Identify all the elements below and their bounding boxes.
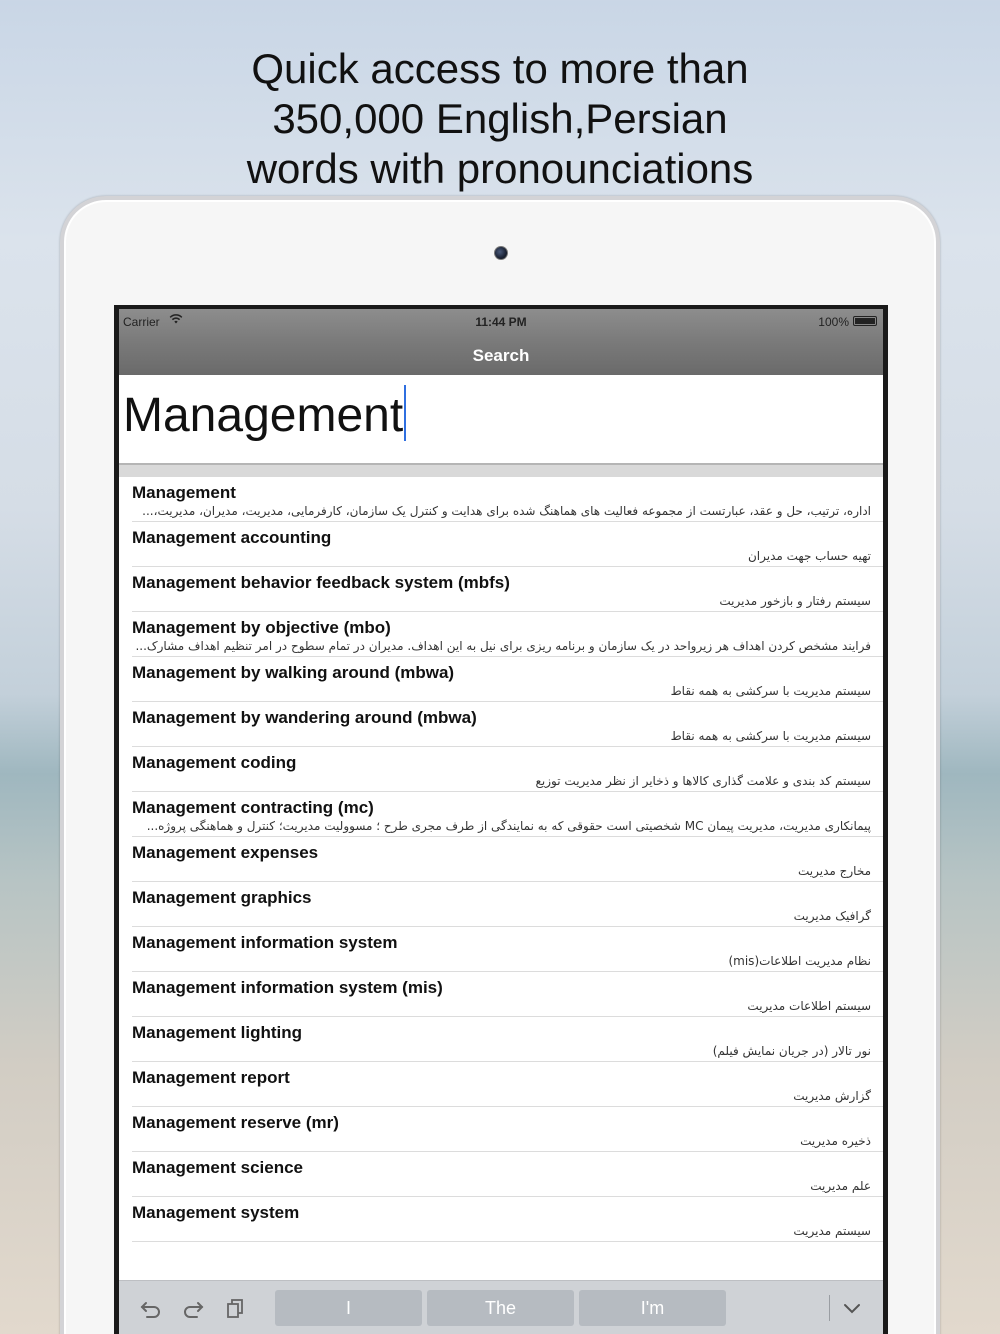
result-english-term: Management by wandering around (mbwa)	[132, 708, 477, 727]
result-english-term: Management information system	[132, 933, 398, 952]
result-english-term: Management information system (mis)	[132, 978, 443, 997]
list-item[interactable]	[132, 792, 883, 837]
result-list	[119, 477, 883, 1242]
paste-icon[interactable]	[223, 1297, 247, 1319]
result-persian-definition: سیستم مدیریت	[793, 1224, 871, 1238]
list-item[interactable]	[132, 747, 883, 792]
result-persian-definition: نور تالار (در جریان نمایش فیلم)	[712, 1044, 871, 1058]
list-item[interactable]	[132, 477, 883, 522]
list-item[interactable]	[132, 972, 883, 1017]
result-english-term: Management accounting	[132, 528, 332, 547]
text-cursor	[404, 385, 406, 441]
search-input[interactable]	[119, 375, 883, 465]
status-bar	[119, 309, 883, 331]
result-persian-definition: اداره، ترتیب، حل و عقد، عبارتست از مجموعه فعالیت های هماهنگ شده برای هدایت و کنترل یک سازمان، کارفرمایی، مدیریت، مدیران، مدیریت،...	[142, 504, 871, 518]
toolbar-divider	[829, 1295, 830, 1321]
result-english-term: Management behavior feedback system (mbfs)	[132, 573, 510, 592]
result-persian-definition: علم مدیریت	[810, 1179, 871, 1193]
result-persian-definition: سیستم رفتار و بازخور مدیریت	[719, 594, 871, 608]
battery-icon	[853, 316, 877, 326]
result-english-term: Management coding	[132, 753, 297, 772]
result-persian-definition: ذخیره مدیریت	[800, 1134, 871, 1148]
list-item[interactable]	[132, 522, 883, 567]
device-screen	[114, 305, 888, 1334]
result-english-term: Management system	[132, 1203, 300, 1222]
undo-icon[interactable]	[139, 1297, 163, 1319]
list-item[interactable]	[132, 612, 883, 657]
list-item[interactable]	[132, 1107, 883, 1152]
result-persian-definition: گرافیک مدیریت	[793, 909, 871, 923]
headline-line-3: words with pronounciations	[246, 145, 754, 192]
list-item[interactable]	[132, 1017, 883, 1062]
navigation-bar	[119, 309, 883, 375]
suggestion-2[interactable]: The	[427, 1290, 574, 1326]
carrier-label: Carrier	[123, 315, 160, 329]
list-item[interactable]	[132, 927, 883, 972]
app-screen	[119, 309, 883, 1334]
list-item[interactable]	[132, 1197, 883, 1242]
list-item[interactable]	[132, 1062, 883, 1107]
headline	[0, 44, 1000, 194]
battery-percentage: 100%	[818, 315, 849, 329]
result-english-term: Management by walking around (mbwa)	[132, 663, 455, 682]
list-item[interactable]	[132, 837, 883, 882]
result-persian-definition: گزارش مدیریت	[793, 1089, 871, 1103]
result-persian-definition: فرایند مشخص کردن اهداف هر زیرواحد در یک سازمان و برنامه ریزی برای نیل به این اهداف. مدیران در تمام سطوح در امر تنظیم اهداف مشارک...	[135, 639, 871, 653]
list-item[interactable]	[132, 657, 883, 702]
headline-line-1: Quick access to more than	[251, 45, 749, 92]
result-persian-definition: سیستم مدیریت با سرکشی به همه نقاط	[670, 684, 871, 698]
suggestion-1[interactable]: I	[275, 1290, 422, 1326]
list-item[interactable]	[132, 1152, 883, 1197]
chevron-down-icon[interactable]	[840, 1297, 864, 1319]
list-item[interactable]	[132, 567, 883, 612]
result-english-term: Management graphics	[132, 888, 312, 907]
search-input-value: Management	[123, 389, 404, 442]
result-english-term: Management contracting (mc)	[132, 798, 374, 817]
headline-line-2: 350,000 English,Persian	[272, 95, 728, 142]
result-english-term: Management science	[132, 1158, 304, 1177]
redo-icon[interactable]	[181, 1297, 205, 1319]
result-english-term: Management	[132, 483, 236, 502]
result-english-term: Management by objective (mbo)	[132, 618, 391, 637]
camera-icon	[494, 246, 508, 260]
result-persian-definition: مخارج مدیریت	[798, 864, 871, 878]
result-persian-definition: سیستم مدیریت با سرکشی به همه نقاط	[670, 729, 871, 743]
results-divider	[119, 465, 883, 477]
clock: 11:44 PM	[475, 315, 527, 329]
page-title: Search	[472, 346, 530, 365]
list-item[interactable]	[132, 882, 883, 927]
keyboard-toolbar	[119, 1280, 883, 1334]
result-persian-definition: تهیه حساب جهت مدیران	[747, 549, 871, 563]
result-persian-definition: سیستم اطلاعات مدیریت	[747, 999, 871, 1013]
result-english-term: Management report	[132, 1068, 290, 1087]
result-english-term: Management lighting	[132, 1023, 302, 1042]
result-persian-definition: سیستم کد بندی و علامت گذاری کالاها و ذخایر از نظر مدیریت توزیع	[535, 774, 871, 788]
result-persian-definition: پیمانکاری مدیریت، مدیریت پیمان MC شخصیتی است حقوقی که به نمایندگی از طرف مجری طرح ؛ مسوولیت مدیریت؛ کنترل و هماهنگی پروژه...	[146, 819, 871, 833]
list-item[interactable]	[132, 702, 883, 747]
result-english-term: Management expenses	[132, 843, 319, 862]
result-persian-definition: نظام مدیریت اطلاعات(mis)	[728, 954, 871, 968]
suggestion-3[interactable]: I'm	[579, 1290, 726, 1326]
result-english-term: Management reserve (mr)	[132, 1113, 339, 1132]
